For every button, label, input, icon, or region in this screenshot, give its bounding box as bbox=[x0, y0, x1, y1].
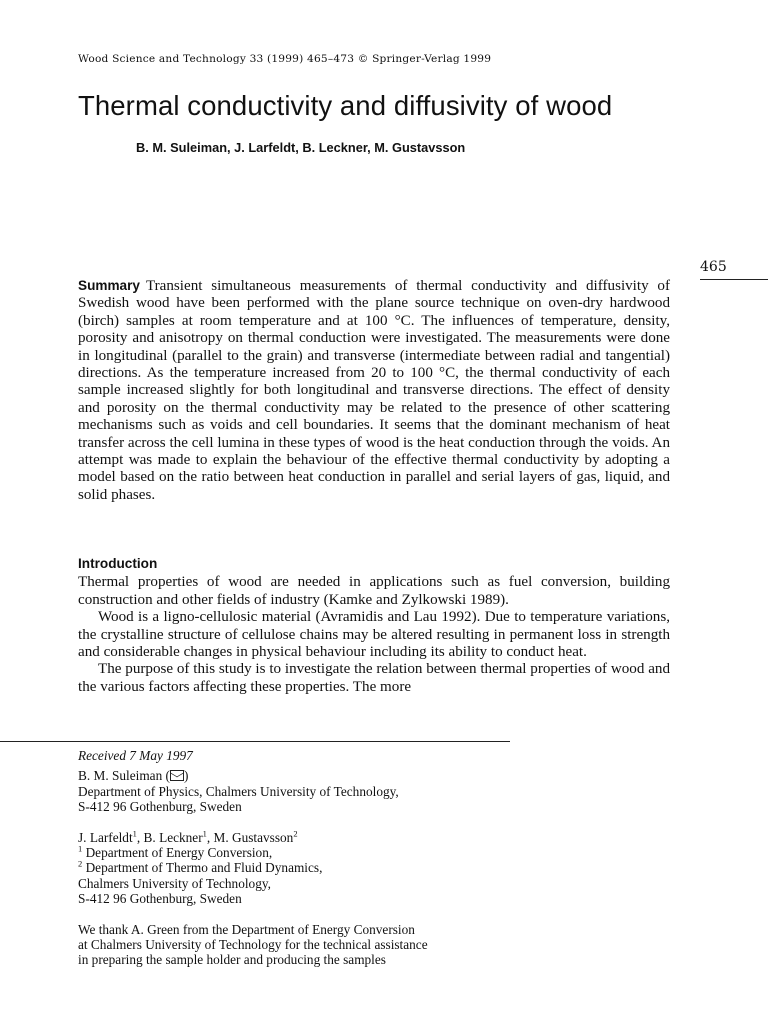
article-title: Thermal conductivity and diffusivity of wood bbox=[78, 90, 613, 121]
journal-citation: Wood Science and Technology 33 (1999) 465–473 © Springer-Verlag 1999 bbox=[78, 53, 492, 65]
page-number: 465 bbox=[700, 259, 727, 275]
corresponding-close: ) bbox=[183, 768, 189, 784]
page-number-rule bbox=[700, 279, 768, 280]
introduction-heading: Introduction bbox=[78, 556, 158, 571]
affiliation-marker: 1 bbox=[132, 828, 137, 839]
acknowledgement-line: We thank A. Green from the Department of Energy Conversion bbox=[78, 921, 415, 937]
coauthor-name: J. Larfeldt bbox=[78, 829, 133, 845]
acknowledgement-line: in preparing the sample holder and producing the samples bbox=[78, 952, 386, 968]
affiliation-marker: 1 bbox=[78, 843, 83, 854]
affiliation-line: Chalmers University of Technology, bbox=[78, 875, 271, 891]
introduction-section bbox=[78, 555, 670, 696]
abstract-text: Transient simultaneous measurements of thermal conductivity and diffusivity of Swedish wood have been performed with the plane source technique on oven-dry hardwood (birch) samples at room temperature and at 100 °C. The influences of temperature, density, porosity and anisotropy on thermal conduction were investigated. The measurements were done in longitudinal (parallel to the grain) and transverse (intermediate between radial and tangential) directions. As the temperature increased from 20 to 100 °C, the thermal conductivity of each sample increased slightly for both longitudinal and transverse directions. The effect of density and porosity on the thermal conductivity may be related to the presence of other scattering mechanisms such as voids and cell boundaries. It seems that the dominant mechanism of heat transfer across the cell lumina in these types of wood is the heat conduction through the voids. An attempt was made to explain the behaviour of the effective thermal conductivity by adopting a model based on the ratio between heat conduction in parallel and serial layers of gas, liquid, and solid phases. bbox=[78, 278, 670, 503]
affiliation-marker: 2 bbox=[293, 828, 298, 839]
coauthor-line bbox=[78, 830, 558, 845]
footnotes bbox=[78, 748, 558, 968]
affiliation-line bbox=[78, 845, 558, 860]
intro-paragraph: Wood is a ligno-cellulosic material (Avramidis and Lau 1992). Due to temperature variations, the crystalline structure of cellulose chains may be altered resulting in permanent loss in strength and considerable changes in physical behaviour including its ability to conduct heat. bbox=[78, 609, 670, 661]
summary-label: Summary bbox=[78, 278, 140, 293]
affiliation-line: S-412 96 Gothenburg, Sweden bbox=[78, 799, 242, 815]
affiliation-text: Department of Energy Conversion, bbox=[82, 845, 273, 861]
coauthor-name: , M. Gustavsson bbox=[206, 829, 294, 845]
affiliation-marker: 2 bbox=[78, 859, 83, 870]
affiliation-line: S-412 96 Gothenburg, Sweden bbox=[78, 891, 242, 907]
abstract bbox=[78, 277, 670, 504]
received-date: Received 7 May 1997 bbox=[78, 748, 193, 763]
envelope-icon bbox=[170, 770, 184, 781]
affiliation-marker: 1 bbox=[202, 828, 207, 839]
intro-paragraph: The purpose of this study is to investigate the relation between thermal properties of wood and the various factors affecting these properties. The more bbox=[78, 661, 670, 695]
acknowledgement-line: at Chalmers University of Technology for the technical assistance bbox=[78, 937, 428, 953]
corresponding-author bbox=[78, 768, 558, 783]
affiliation-line bbox=[78, 860, 558, 875]
corresponding-name: B. M. Suleiman ( bbox=[78, 768, 170, 784]
intro-paragraph: Thermal properties of wood are needed in applications such as fuel conversion, building construction and other fields of industry (Kamke and Zylkowski 1989). bbox=[78, 574, 670, 608]
affiliation-text: Department of Thermo and Fluid Dynamics, bbox=[82, 860, 323, 876]
affiliation-line: Department of Physics, Chalmers University of Technology, bbox=[78, 783, 399, 799]
footnote-divider bbox=[0, 741, 510, 742]
coauthor-name: , B. Leckner bbox=[136, 829, 203, 845]
author-list: B. M. Suleiman, J. Larfeldt, B. Leckner, M. Gustavsson bbox=[136, 140, 466, 155]
